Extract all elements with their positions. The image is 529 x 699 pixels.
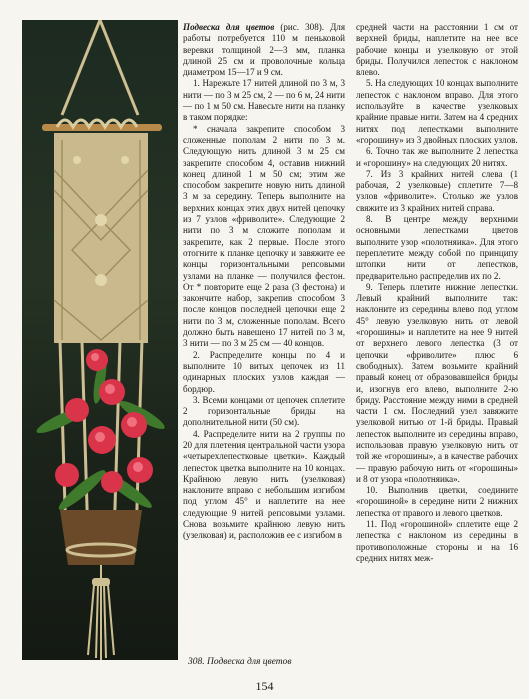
intro-text: (рис. 308). Для работы потребуется 110 м пеньковой веревки толщиной 2—3 мм, планка длиной 25 см и проволочные кольца диаметром 15—17 и 9 см.	[183, 22, 345, 78]
step-paragraph: 6. Точно так же выполните 2 лепестка и «горошину» на следующих 20 нитях.	[356, 146, 518, 168]
step-paragraph: 2. Распределите концы по 4 и выполните 10 витых цепочек из 11 одинарных плоских узлов каждая — бордюр.	[183, 349, 345, 394]
step-paragraph: 11. Под «горошиной» сплетите еще 2 лепестка с наклоном из середины в противоположные стороны и на 16 средних нитях меж-	[356, 519, 518, 563]
plant-hanger-illustration	[22, 20, 178, 660]
step-paragraph: * сначала закрепите способом 3 сложенные пополам 2 нити по 3 м. Следующую нить длиной 3 м 25 см закрепите способом 4, оставив нижний конец длиной 1 м 50 см; этим же способом закрепите новую нить длиной 3 м за середину. Теперь выполните на верхних концах этих двух нитей цепочку из 7 узлов «фриволите». Следующие 2 нити по 3 м сложите пополам и закрепите, как 2 первые. После этого отогните к планке цепочку и завяжите ее концы горизонтальными репсовыми узлами на планке — получился фестон. От * повторите еще 2 раза (3 фестона) и закончите набор, закрепив способом 3 после концов последней цепочки еще 2 нити по 3 м, сложенные пополам. Всего должно быть навешено 17 нитей по 3 м, 3 нити — по 3 м 25 см — 40 концов.	[183, 123, 345, 349]
step-paragraph: 8. В центре между верхними основными лепестками цветов выполните узор «полотняика». Для этого переплетите между собой по принципу штопки нити от лепестков, предварительно распределив их по 2.	[356, 214, 518, 281]
continued-paragraph: средней части на расстоянии 1 см от верхней бриды, наплетите на нее все рабочие концы и узелковую от этой бриды. Получился лепесток с наклоном влево.	[356, 22, 518, 78]
step-paragraph: 7. Из 3 крайних нитей слева (1 рабочая, 2 узелковые) сплетите 7—8 узлов «фриволите». Столько же узлов свяжите из 3 крайних нитей справа.	[356, 168, 518, 213]
macrame-plant-hanger-photo	[22, 20, 178, 660]
step-paragraph: 10. Выполнив цветки, соедините «горошиной» в середине нити 2 нижних лепестка от правого и левого цветков.	[356, 485, 518, 518]
text-column-right	[356, 22, 518, 564]
step-paragraph: 5. На следующих 10 концах выполните лепесток с наклоном вправо. Для этого используйте в качестве узелковых крайние правые нити. Затем на 4 средних нитях под лепестками выполните «горошину» из 3 двойных плоских узлов.	[356, 78, 518, 145]
page-number: 154	[255, 679, 274, 693]
intro-paragraph	[183, 22, 345, 78]
step-paragraph: 4. Распределите нити на 2 группы по 20 для плетения центральной части узора «четырехлепестковые цветки». Каждый лепесток цветка выполните на 10 концах. Крайнюю левую нить (узелковая) наклоните вправо с небольшим изгибом под углом 45° и наплетите на нее следующие 9 нитей репсовыми узлами. Снова возьмите крайнюю левую нить (узелковая) и, расположив ее с изгибом в	[183, 428, 345, 541]
step-paragraph: 1. Нарежьте 17 нитей длиной по 3 м, 3 нити — по 3 м 25 см, 2 — по 6 м, 24 нити — по 1 м 50 см. Навесьте нити на планку в таком порядке:	[183, 78, 345, 123]
step-paragraph: 9. Теперь плетите нижние лепестки. Левый крайний выполните так: наклоните из середины влево под углом 45° левую узелковую нить от левой «горошины» и наплетите на нее 9 нитей от верхнего левого лепестка (3 от цепочки «фриволите» плюс 6 свободных). Затем возьмите крайний правый конец от образовавшейся бриды и, изогнув его влево, выполните 2-ю бриду. Расстояние между ними в средней части 1 см. Последний узел завяжите узелковой нитью от 1-й бриды. Правый лепесток выполните из середины вправо, использовав правую узелковую нить от той же «горошины», а в качестве рабочих — правую рабочую нить от «горошины» и 8 от узора «полотняика».	[356, 281, 518, 484]
figure-caption: 308. Подвеска для цветов	[188, 657, 292, 667]
article-title: Подвеска для цветов	[183, 22, 275, 32]
text-column-left	[183, 22, 345, 542]
step-paragraph: 3. Всеми концами от цепочек сплетите 2 горизонтальные бриды на дополнительной нити (50 см).	[183, 394, 345, 428]
